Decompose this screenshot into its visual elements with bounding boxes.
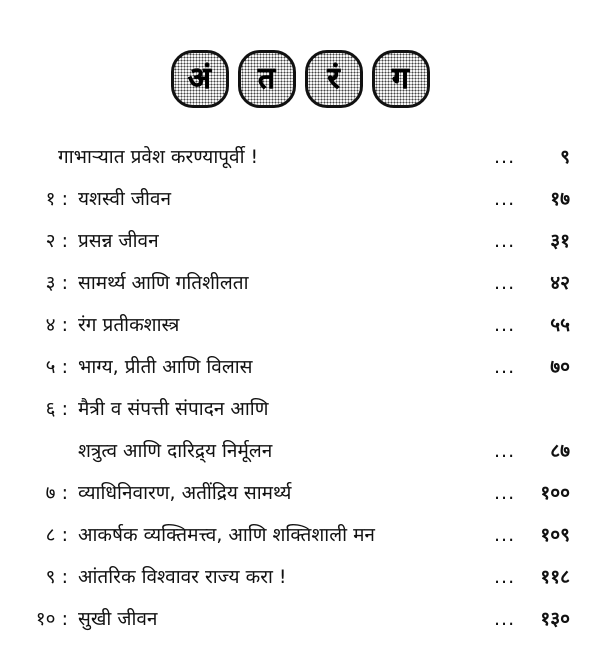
toc-title: भाग्य, प्रीती आणि विलास xyxy=(78,356,253,378)
toc-entry[interactable] xyxy=(0,598,600,640)
toc-page: १०९ xyxy=(540,524,570,546)
toc-title: सामर्थ्य आणि गतिशीलता xyxy=(78,272,249,294)
heading-letter: रं xyxy=(327,61,340,96)
heading-tile xyxy=(305,50,363,108)
heading-letter: ग xyxy=(392,61,409,96)
toc-page: १७ xyxy=(550,188,570,210)
toc-entry[interactable] xyxy=(0,220,600,262)
heading-tile xyxy=(372,50,430,108)
toc-title: शत्रुत्व आणि दारिद्र्य निर्मूलन xyxy=(78,440,273,462)
table-of-contents xyxy=(0,136,600,640)
toc-title: गाभाऱ्यात प्रवेश करण्यापूर्वी ! xyxy=(58,146,259,168)
toc-entry[interactable] xyxy=(0,304,600,346)
toc-number: ३ : xyxy=(45,272,68,294)
toc-entry[interactable] xyxy=(0,514,600,556)
toc-number: ५ : xyxy=(45,356,68,378)
toc-entry-continued[interactable] xyxy=(0,430,600,472)
toc-leader: ... xyxy=(494,146,516,168)
toc-leader: ... xyxy=(494,314,516,336)
toc-entry[interactable] xyxy=(0,346,600,388)
contents-heading xyxy=(0,50,600,108)
toc-page: ५५ xyxy=(550,314,570,336)
toc-number: ७ : xyxy=(45,482,68,504)
heading-tile xyxy=(171,50,229,108)
toc-page: ४२ xyxy=(550,272,570,294)
toc-number: ६ : xyxy=(45,398,68,420)
toc-title: सुखी जीवन xyxy=(78,608,158,630)
toc-leader: ... xyxy=(494,524,516,546)
toc-page: १३० xyxy=(540,608,570,630)
toc-entry[interactable] xyxy=(0,472,600,514)
toc-entry[interactable] xyxy=(0,178,600,220)
toc-page: ८७ xyxy=(550,440,570,462)
toc-number: १० : xyxy=(35,608,68,630)
toc-number: २ : xyxy=(45,230,68,252)
toc-title: आकर्षक व्यक्तिमत्त्व, आणि शक्तिशाली मन xyxy=(78,524,375,546)
toc-leader: ... xyxy=(494,272,516,294)
toc-page: ९ xyxy=(560,146,570,168)
toc-page: ३१ xyxy=(550,230,570,252)
toc-leader: ... xyxy=(494,188,516,210)
toc-entry[interactable] xyxy=(0,388,600,430)
toc-entry[interactable] xyxy=(0,136,600,178)
toc-leader: ... xyxy=(494,356,516,378)
toc-title: प्रसन्न जीवन xyxy=(78,230,159,252)
toc-title: व्याधिनिवारण, अतींद्रिय सामर्थ्य xyxy=(78,482,292,504)
toc-leader: ... xyxy=(494,230,516,252)
toc-title: मैत्री व संपत्ती संपादन आणि xyxy=(78,398,269,420)
toc-number: ८ : xyxy=(45,524,68,546)
heading-tile xyxy=(238,50,296,108)
toc-page: १०० xyxy=(540,482,570,504)
toc-title: यशस्वी जीवन xyxy=(78,188,171,210)
toc-page: ७० xyxy=(550,356,570,378)
toc-title: रंग प्रतीकशास्त्र xyxy=(78,314,180,336)
toc-leader: ... xyxy=(494,440,516,462)
toc-number: ४ : xyxy=(45,314,68,336)
toc-page: ११८ xyxy=(540,566,570,588)
toc-number: ९ : xyxy=(45,566,68,588)
toc-title: आंतरिक विश्वावर राज्य करा ! xyxy=(78,566,287,588)
toc-leader: ... xyxy=(494,566,516,588)
toc-number: १ : xyxy=(45,188,68,210)
toc-entry[interactable] xyxy=(0,556,600,598)
toc-leader: ... xyxy=(494,482,516,504)
heading-letter: त xyxy=(257,61,276,96)
toc-entry[interactable] xyxy=(0,262,600,304)
toc-leader: ... xyxy=(494,608,516,630)
heading-letter: अं xyxy=(188,61,211,96)
